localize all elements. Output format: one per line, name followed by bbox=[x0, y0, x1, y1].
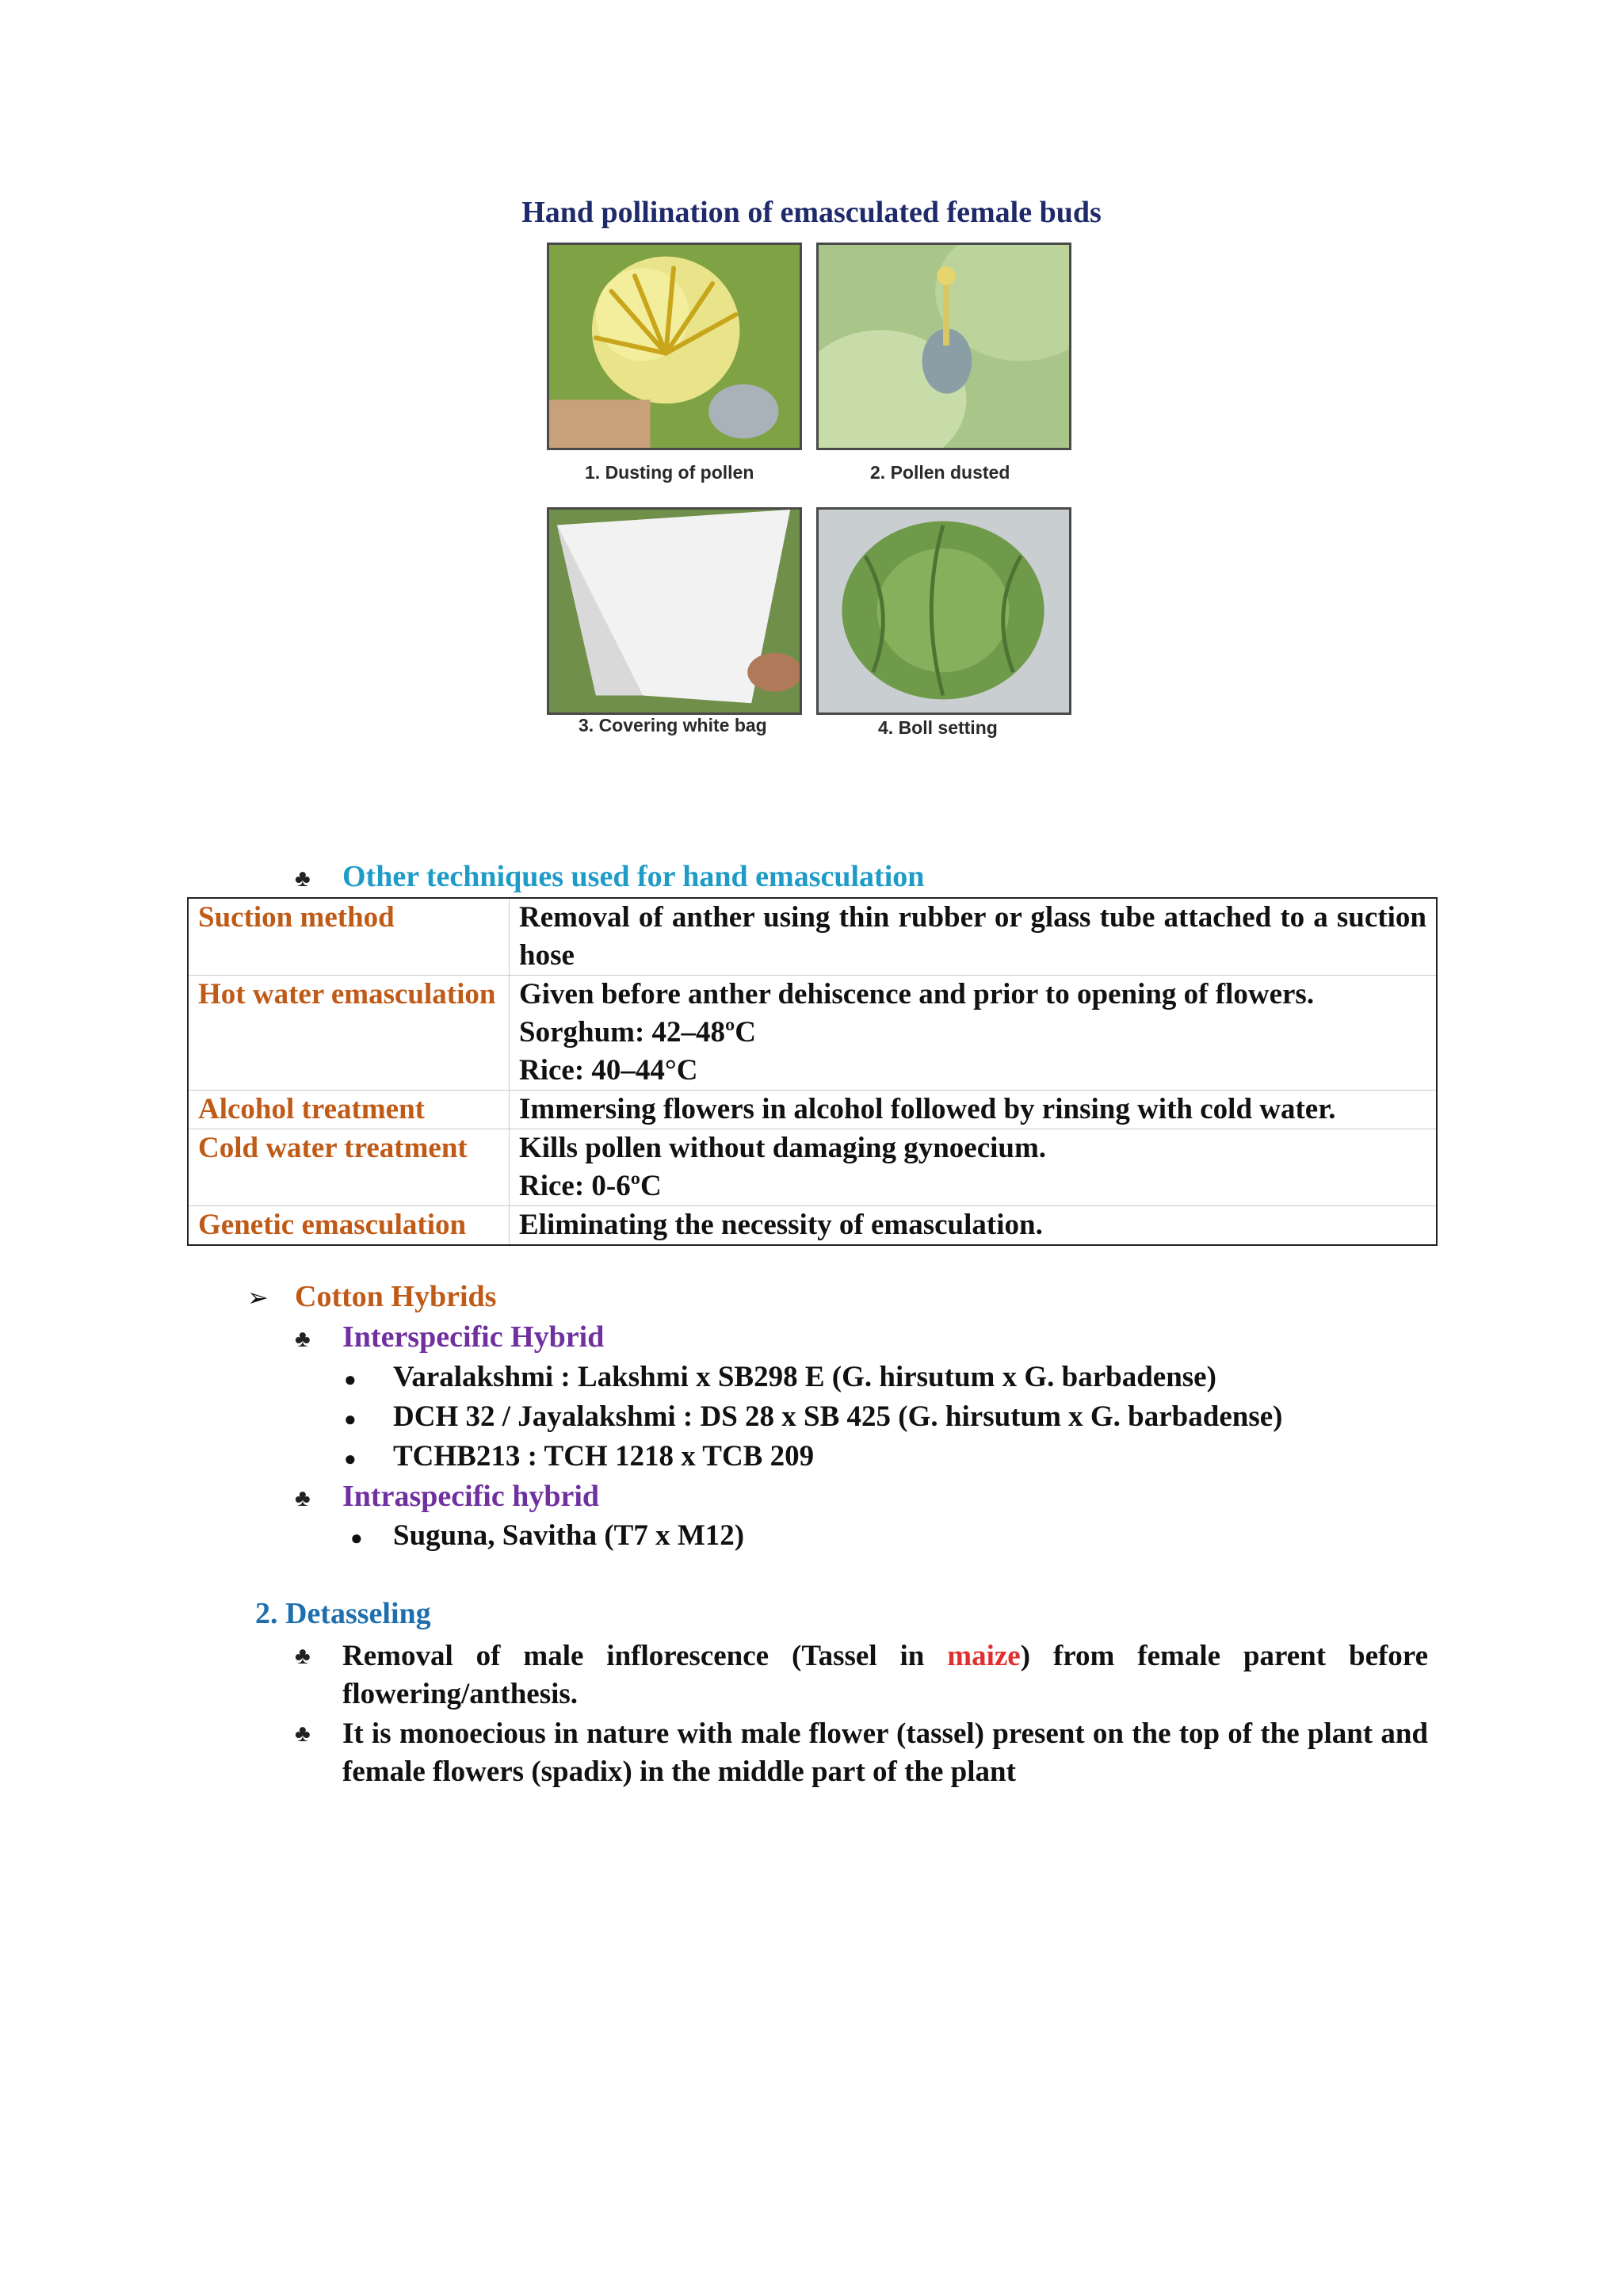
text-span: ) from female parent before flowering/anthesis. bbox=[342, 1640, 1428, 1710]
technique-label: Hot water emasculation bbox=[188, 976, 510, 1091]
detasseling-paragraph-1 bbox=[342, 1637, 1428, 1713]
caption-boll-setting: 4. Boll setting bbox=[878, 717, 998, 738]
interspecific-heading: Interspecific Hybrid bbox=[342, 1320, 605, 1354]
description-line: Kills pollen without damaging gynoecium. bbox=[519, 1132, 1047, 1164]
technique-label: Cold water treatment bbox=[188, 1129, 510, 1206]
dot-bullet-icon: ● bbox=[344, 1368, 357, 1391]
table-row bbox=[188, 1129, 1437, 1206]
club-bullet-icon: ♣ bbox=[295, 1643, 311, 1669]
photo-pollen-dusted bbox=[816, 243, 1071, 450]
dot-bullet-icon: ● bbox=[344, 1408, 357, 1431]
techniques-table bbox=[187, 897, 1438, 1246]
text-span: Removal of male inflorescence (Tassel in bbox=[342, 1640, 948, 1672]
club-bullet-icon: ♣ bbox=[295, 1721, 311, 1747]
detasseling-heading: 2. Detasseling bbox=[255, 1597, 431, 1630]
technique-description: Eliminating the necessity of emasculation. bbox=[519, 1209, 1043, 1241]
highlight-maize: maize bbox=[947, 1640, 1021, 1672]
hybrid-item: TCHB213 : TCH 1218 x TCB 209 bbox=[393, 1440, 815, 1473]
detasseling-paragraph-2: It is monoecious in nature with male flower (tassel) present on the top of the plant and female flowers (spadix) in the middle part of the plant bbox=[342, 1717, 1428, 1788]
technique-label: Genetic emasculation bbox=[188, 1206, 510, 1246]
cotton-hybrids-heading: Cotton Hybrids bbox=[295, 1280, 497, 1313]
caption-covering-bag: 3. Covering white bag bbox=[579, 715, 767, 735]
photo-covering-bag bbox=[547, 507, 802, 715]
arrow-bullet-icon: ➢ bbox=[247, 1283, 269, 1312]
technique-description bbox=[510, 1129, 1438, 1206]
technique-description bbox=[510, 976, 1438, 1091]
hybrid-item: Suguna, Savitha (T7 x M12) bbox=[393, 1519, 745, 1552]
caption-pollen-dusted: 2. Pollen dusted bbox=[870, 462, 1010, 483]
caption-dusting-pollen: 1. Dusting of pollen bbox=[585, 462, 754, 483]
techniques-heading: Other techniques used for hand emasculation bbox=[342, 860, 925, 893]
hybrid-item: DCH 32 / Jayalakshmi : DS 28 x SB 425 (G. hirsutum x G. barbadense) bbox=[393, 1400, 1283, 1433]
photo-boll-setting bbox=[816, 507, 1071, 715]
figure-title: Hand pollination of emasculated female buds bbox=[521, 196, 1102, 229]
description-line: Rice: 40–44°C bbox=[519, 1054, 698, 1087]
dot-bullet-icon: ● bbox=[350, 1526, 363, 1549]
club-bullet-icon: ♣ bbox=[295, 1326, 311, 1352]
description-line: Given before anther dehiscence and prior to opening of flowers. bbox=[519, 978, 1315, 1010]
technique-description: Removal of anther using thin rubber or glass tube attached to a suction hose bbox=[510, 898, 1438, 976]
description-line: Sorghum: 42–48ºC bbox=[519, 1016, 756, 1049]
club-bullet-icon: ♣ bbox=[295, 865, 311, 892]
technique-description: Immersing flowers in alcohol followed by rinsing with cold water. bbox=[510, 1091, 1438, 1129]
intraspecific-heading: Intraspecific hybrid bbox=[342, 1480, 600, 1513]
technique-label: Suction method bbox=[188, 898, 510, 976]
dot-bullet-icon: ● bbox=[344, 1447, 357, 1470]
technique-label: Alcohol treatment bbox=[188, 1091, 510, 1129]
photo-dusting-pollen bbox=[547, 243, 802, 450]
hybrid-item: Varalakshmi : Lakshmi x SB298 E (G. hirsutum x G. barbadense) bbox=[393, 1361, 1216, 1393]
table-row bbox=[188, 1206, 1437, 1246]
table-row bbox=[188, 898, 1437, 976]
description-line: Rice: 0-6ºC bbox=[519, 1170, 662, 1202]
club-bullet-icon: ♣ bbox=[295, 1485, 311, 1511]
pollination-figure bbox=[537, 238, 1148, 745]
table-row bbox=[188, 1091, 1437, 1129]
table-row bbox=[188, 976, 1437, 1091]
